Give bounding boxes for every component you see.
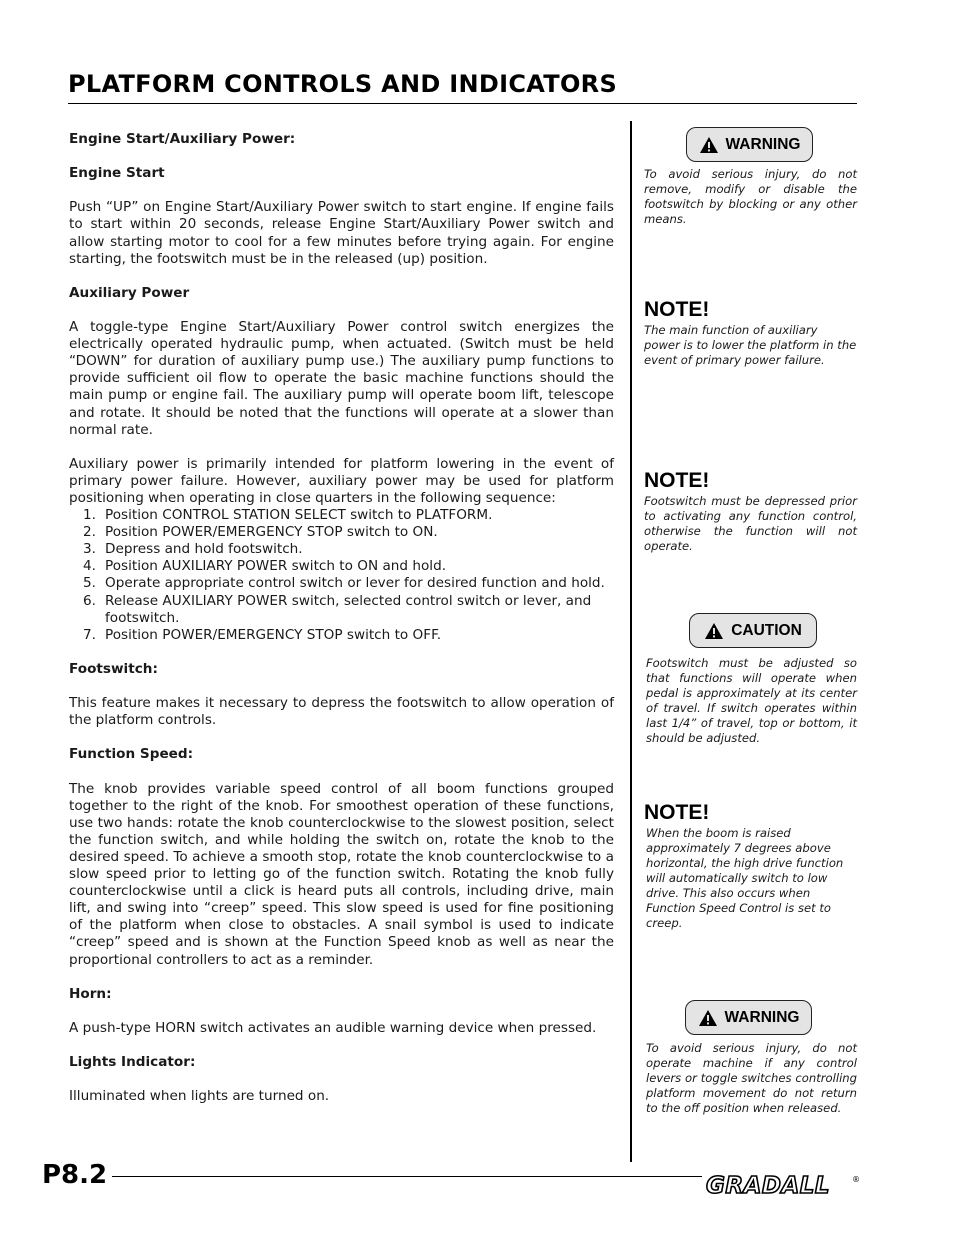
list-item-number: 4. (83, 558, 96, 575)
gradall-logo (704, 1170, 860, 1198)
lights-heading: Lights Indicator: (69, 1054, 196, 1071)
engine-start-heading: Engine Start (69, 165, 165, 182)
warning-text: To avoid serious injury, do not operate machine if any control levers or toggle switches controlling platform movement do not return to the off position when released. (646, 1041, 857, 1115)
aux-power-text-2: Auxiliary power is primarily intended for platform lowering in the event of primary power failure. However, auxiliary power may be used for platform positioning when operating in close quarters in the following sequence: (69, 455, 614, 506)
list-item (69, 558, 614, 575)
list-item-text: Depress and hold footswitch. (105, 541, 303, 558)
footswitch-heading: Footswitch: (69, 660, 158, 677)
list-item (69, 541, 614, 558)
list-item-number: 6. (83, 592, 96, 609)
note-text: The main function of auxiliary power is to lower the platform in the event of primary power failure. (644, 323, 857, 367)
list-item-number: 5. (83, 575, 96, 592)
warning-note (644, 167, 857, 227)
list-item (69, 627, 614, 644)
page-title: PLATFORM CONTROLS AND INDICATORS (68, 70, 618, 98)
title-rule (68, 103, 857, 104)
registered-mark: ® (852, 1175, 860, 1184)
aux-power-heading: Auxiliary Power (69, 284, 190, 301)
caution-note (646, 656, 857, 746)
list-item-number: 2. (83, 524, 96, 541)
caution-label: CAUTION (731, 621, 802, 639)
footer-rule (112, 1176, 702, 1177)
note-heading: NOTE! (644, 298, 710, 321)
warning-note (646, 1041, 857, 1116)
list-item-text: Position AUXILIARY POWER switch to ON and hold. (105, 558, 447, 575)
note-box (644, 470, 857, 554)
logo-wordmark: GRADALL (706, 1173, 831, 1198)
horn-text: A push-type HORN switch activates an audible warning device when pressed. (69, 1019, 597, 1036)
note-text: Footswitch must be depressed prior to activating any function control, otherwise the function will not operate. (644, 494, 857, 553)
list-item-number: 1. (83, 507, 96, 524)
list-item (69, 593, 614, 627)
aux-power-text-1: A toggle-type Engine Start/Auxiliary Power control switch energizes the electrically operated hydraulic pump, when actuated. (Switch must be held “DOWN” for duration of auxiliary pump use.) The auxiliary pump functions to provide sufficient oil flow to operate the basic machine functions should the main pump or engine fail. The auxiliary pump will operate boom lift, telescope and rotate. It should be noted that the functions will operate at a slower than normal rate. (69, 319, 614, 438)
horn-heading: Horn: (69, 985, 112, 1002)
engine-start-text: Push “UP” on Engine Start/Auxiliary Power switch to start engine. If engine fails to start within 20 seconds, release Engine Start/Auxiliary Power switch and allow starting motor to cool for a few minutes before trying again. For engine starting, the footswitch must be in the released (up) position. (69, 199, 614, 267)
list-item-text: Release AUXILIARY POWER switch, selected control switch or lever, and footswitch. (105, 592, 592, 626)
warning-badge (685, 1000, 812, 1035)
function-speed-text: The knob provides variable speed control of all boom functions grouped together to the right of the knob. For smoothest operation of these functions, use two hands: rotate the knob counterclockwise to the slowest position, select the function switch, and while holding the switch on, rotate the knob to the desired speed. To achieve a smooth stop, rotate the knob counterclockwise to a slow speed prior to letting go of the function switch. Rotating the knob fully counterclockwise until a click is heard puts all controls, including drive, main lift, and swing into “creep” speed. This slow speed is used for fine positioning of the platform when close to obstacles. A snail symbol is used to indicate “creep” speed and is shown at the Function Speed knob as well as near the proportional controllers to act as a reminder. (69, 780, 614, 968)
note-text: When the boom is raised approximately 7 degrees above horizontal, the high drive function will automatically switch to low drive. This also occurs when Function Speed Control is set to creep. (646, 826, 844, 930)
footswitch-text: This feature makes it necessary to depress the footswitch to allow operation of the platform controls. (69, 695, 614, 729)
warning-text: To avoid serious injury, do not remove, modify or disable the footswitch by blocking or any other means. (644, 167, 857, 226)
note-box (644, 802, 857, 931)
column-divider (630, 121, 632, 1162)
note-box (644, 299, 857, 368)
engine-aux-heading: Engine Start/Auxiliary Power: (69, 131, 296, 147)
list-item-text: Operate appropriate control switch or lever for desired function and hold. (105, 575, 605, 592)
list-item (69, 575, 614, 592)
page-number: P8.2 (42, 1160, 108, 1190)
caution-badge (689, 613, 817, 648)
list-item-text: Position POWER/EMERGENCY STOP switch to OFF. (105, 626, 442, 643)
sequence-list (69, 507, 614, 644)
note-heading: NOTE! (644, 469, 710, 492)
warning-label: WARNING (725, 135, 801, 153)
list-item-text: Position POWER/EMERGENCY STOP switch to ON. (105, 524, 438, 541)
caution-text: Footswitch must be adjusted so that functions will operate when pedal is approximately at its center of travel. If switch operates within last 1/4” of travel, top or bottom, it should be adjusted. (646, 656, 857, 745)
list-item-text: Position CONTROL STATION SELECT switch to PLATFORM. (105, 507, 493, 524)
warning-badge (686, 127, 813, 162)
main-column (69, 131, 614, 1105)
list-item (69, 507, 614, 524)
warning-label: WARNING (724, 1008, 800, 1026)
note-heading: NOTE! (644, 801, 710, 824)
warning-icon (698, 1009, 718, 1027)
list-item-number: 3. (83, 541, 96, 558)
list-item-number: 7. (83, 626, 96, 643)
lights-text: Illuminated when lights are turned on. (69, 1088, 330, 1105)
function-speed-heading: Function Speed: (69, 746, 194, 763)
warning-icon (699, 136, 719, 154)
list-item (69, 524, 614, 541)
caution-icon (704, 622, 724, 640)
